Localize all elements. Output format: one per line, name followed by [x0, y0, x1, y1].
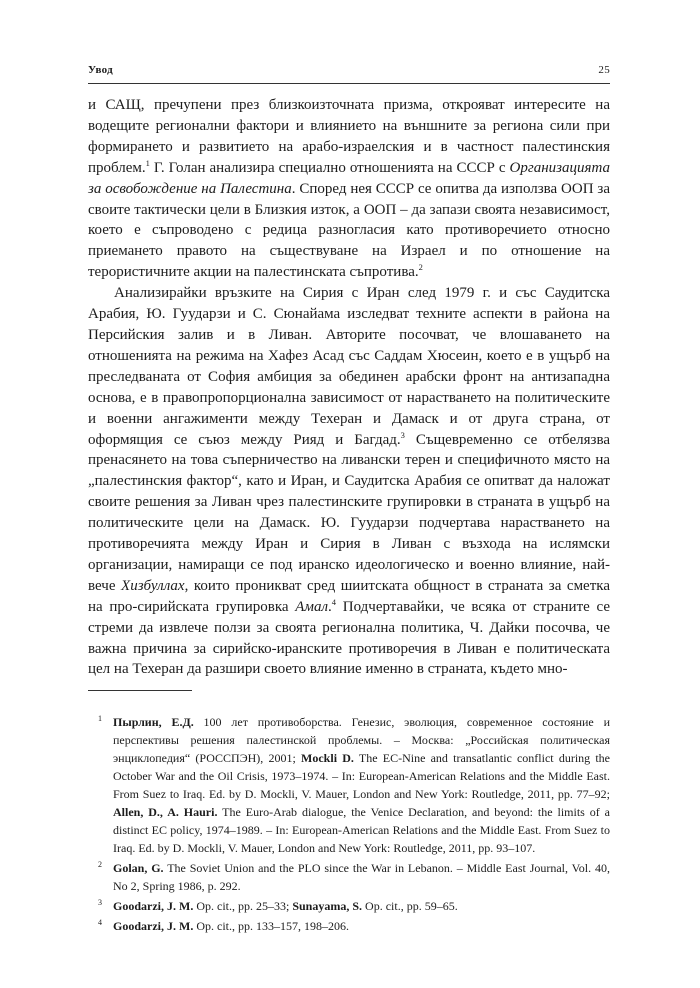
italic-run: Организацията за освобождение на Палестина — [88, 159, 610, 197]
footnote — [88, 713, 610, 857]
author-name: Mockli D. — [301, 751, 354, 765]
text-run: Op. cit., pp. 25–33; — [193, 899, 293, 913]
text-run: . Според нея СССР се опитва да използва ООП за своите тактически цели в Близкия изток, а ООП – да запази своята независимост, което е съпроводено с редица разногласия като противоречието относно приемането правото на съществуване на Израел и по отношение на терористичните акции на палестинската съпротива. — [88, 180, 610, 281]
footnote-number: 4 — [98, 918, 102, 927]
author-name: Пырлин, Е.Д. — [113, 715, 194, 729]
footnote-text — [113, 715, 610, 855]
footnotes — [88, 713, 610, 937]
footnote-text — [113, 899, 458, 913]
author-name: Goodarzi, J. M. — [113, 899, 194, 913]
page-number: 25 — [598, 64, 610, 76]
text-run: Op. cit., pp. 59–65. — [362, 899, 458, 913]
paragraph — [88, 283, 610, 680]
italic-run: Хизбуллах — [121, 577, 185, 594]
footnote-ref: 3 — [400, 429, 405, 440]
text-run: The EC-Nine and transatlantic conflict during the October War and the Oil Crisis, 1973–1974. – In: European-American Relations and the Middle East. From Suez to Iraq. Ed. by D. Mockli, V. Mauer, London and New York: Routledge, 2011, pp. 77–92; — [113, 751, 611, 801]
text-run: , които проникват сред шиитската общност в страната за сметка на про-сирийската групировка — [88, 577, 610, 615]
text-run: 100 лет противоборства. Генезис, эволюция, современное состояние и перспективы решения палестинской проблемы. – Москва: „Российская политическая энциклопедия“ (РОССПЭН), 2001; — [113, 715, 610, 765]
author-name: Goodarzi, J. M. — [113, 919, 194, 933]
footnote-number: 1 — [98, 714, 102, 723]
footnote-ref: 4 — [331, 596, 337, 607]
author-name: Sunayama, S. — [292, 899, 363, 913]
text-run: Г. Голан анализира специално отношенията на СССР с — [149, 159, 510, 176]
text-run: Същевременно се отбелязва пренасянето на това съперничество на ливански терен и специфичното място на „палестинския фактор“, като и Иран, и Саудитска Арабия се опитват да наложат своите решения за Ливан чрез палестинските групировки в страната в ущърб на политическите цели на Дамаск. Ю. Гуударзи подчертава нарастването на противоречията между Иран и Сирия в Ливан с възхода на ислямски организации, намиращи се под иранско идеологическо и военно влияние, най-вече — [88, 431, 611, 594]
text-run: Анализирайки връзките на Сирия с Иран след 1979 г. и със Саудитска Арабия, Ю. Гуударзи и С. Сюнайама изследват техните аспекти в района на Персийския залив и в Ливан. Авторите посочват, че влошаването на отношенията на режима на Хафез Асад със Саддам Хюсеин, което е в ущърб на преследваната от София амбиция за обединен арабски фронт на антизападна основа, е в правопропорционална зависимост от нарастването на политическите и военни ангажименти между Техеран и Дамаск и от друга страна, от оформящия се съюз между Рияд и Багдад. — [88, 285, 610, 448]
footnote-number: 3 — [98, 898, 102, 907]
footnote-text — [113, 861, 610, 893]
text-run: и САЩ, пречупени през близкоизточната призма, открояват интересите на водещите регионални фактори и влиянието на външните за региона сили при формирането и развитието на арабо-израелския и в частност палестинския проблем. — [88, 97, 610, 176]
paragraph — [88, 95, 610, 283]
header-rule — [88, 83, 610, 84]
italic-run: Амал — [295, 598, 329, 615]
body-text — [88, 95, 610, 680]
text-run: . — [328, 598, 332, 615]
author-name: Allen, D., A. Hauri. — [113, 805, 218, 819]
running-header — [88, 64, 610, 82]
footnote — [88, 917, 610, 935]
text-run: The Soviet Union and the PLO since the War in Lebanon. – Middle East Journal, Vol. 40, No 2, Spring 1986, p. 292. — [113, 861, 610, 893]
footnote-text — [113, 919, 349, 933]
footnote-rule — [88, 690, 192, 691]
text-run: Op. cit., pp. 133–157, 198–206. — [193, 919, 349, 933]
section-title: Увод — [88, 64, 113, 76]
footnote-ref: 2 — [418, 262, 423, 273]
text-run: Подчертавайки, че всяка от страните се стреми да извлече ползи за своята регионална политика, Ч. Дайки посочва, че важна причина за сирийско-иранските противоречия в Ливан е политическата цел на Техеран да разшири своето влияние именно в страната, където мно- — [88, 598, 610, 678]
text-run: The Euro-Arab dialogue, the Venice Declaration, and beyond: the limits of a distinct EC policy, 1974–1989. – In: European-American Relations and the Middle East. From Suez to Iraq. Ed. by D. Mockli, V. Mauer, London and New York: Routledge, 2011, pp. 93–107. — [113, 805, 610, 855]
footnote — [88, 859, 610, 895]
author-name: Golan, G. — [113, 861, 164, 875]
footnote-number: 2 — [98, 860, 102, 869]
footnote-ref: 1 — [145, 157, 150, 168]
footnote — [88, 897, 610, 915]
